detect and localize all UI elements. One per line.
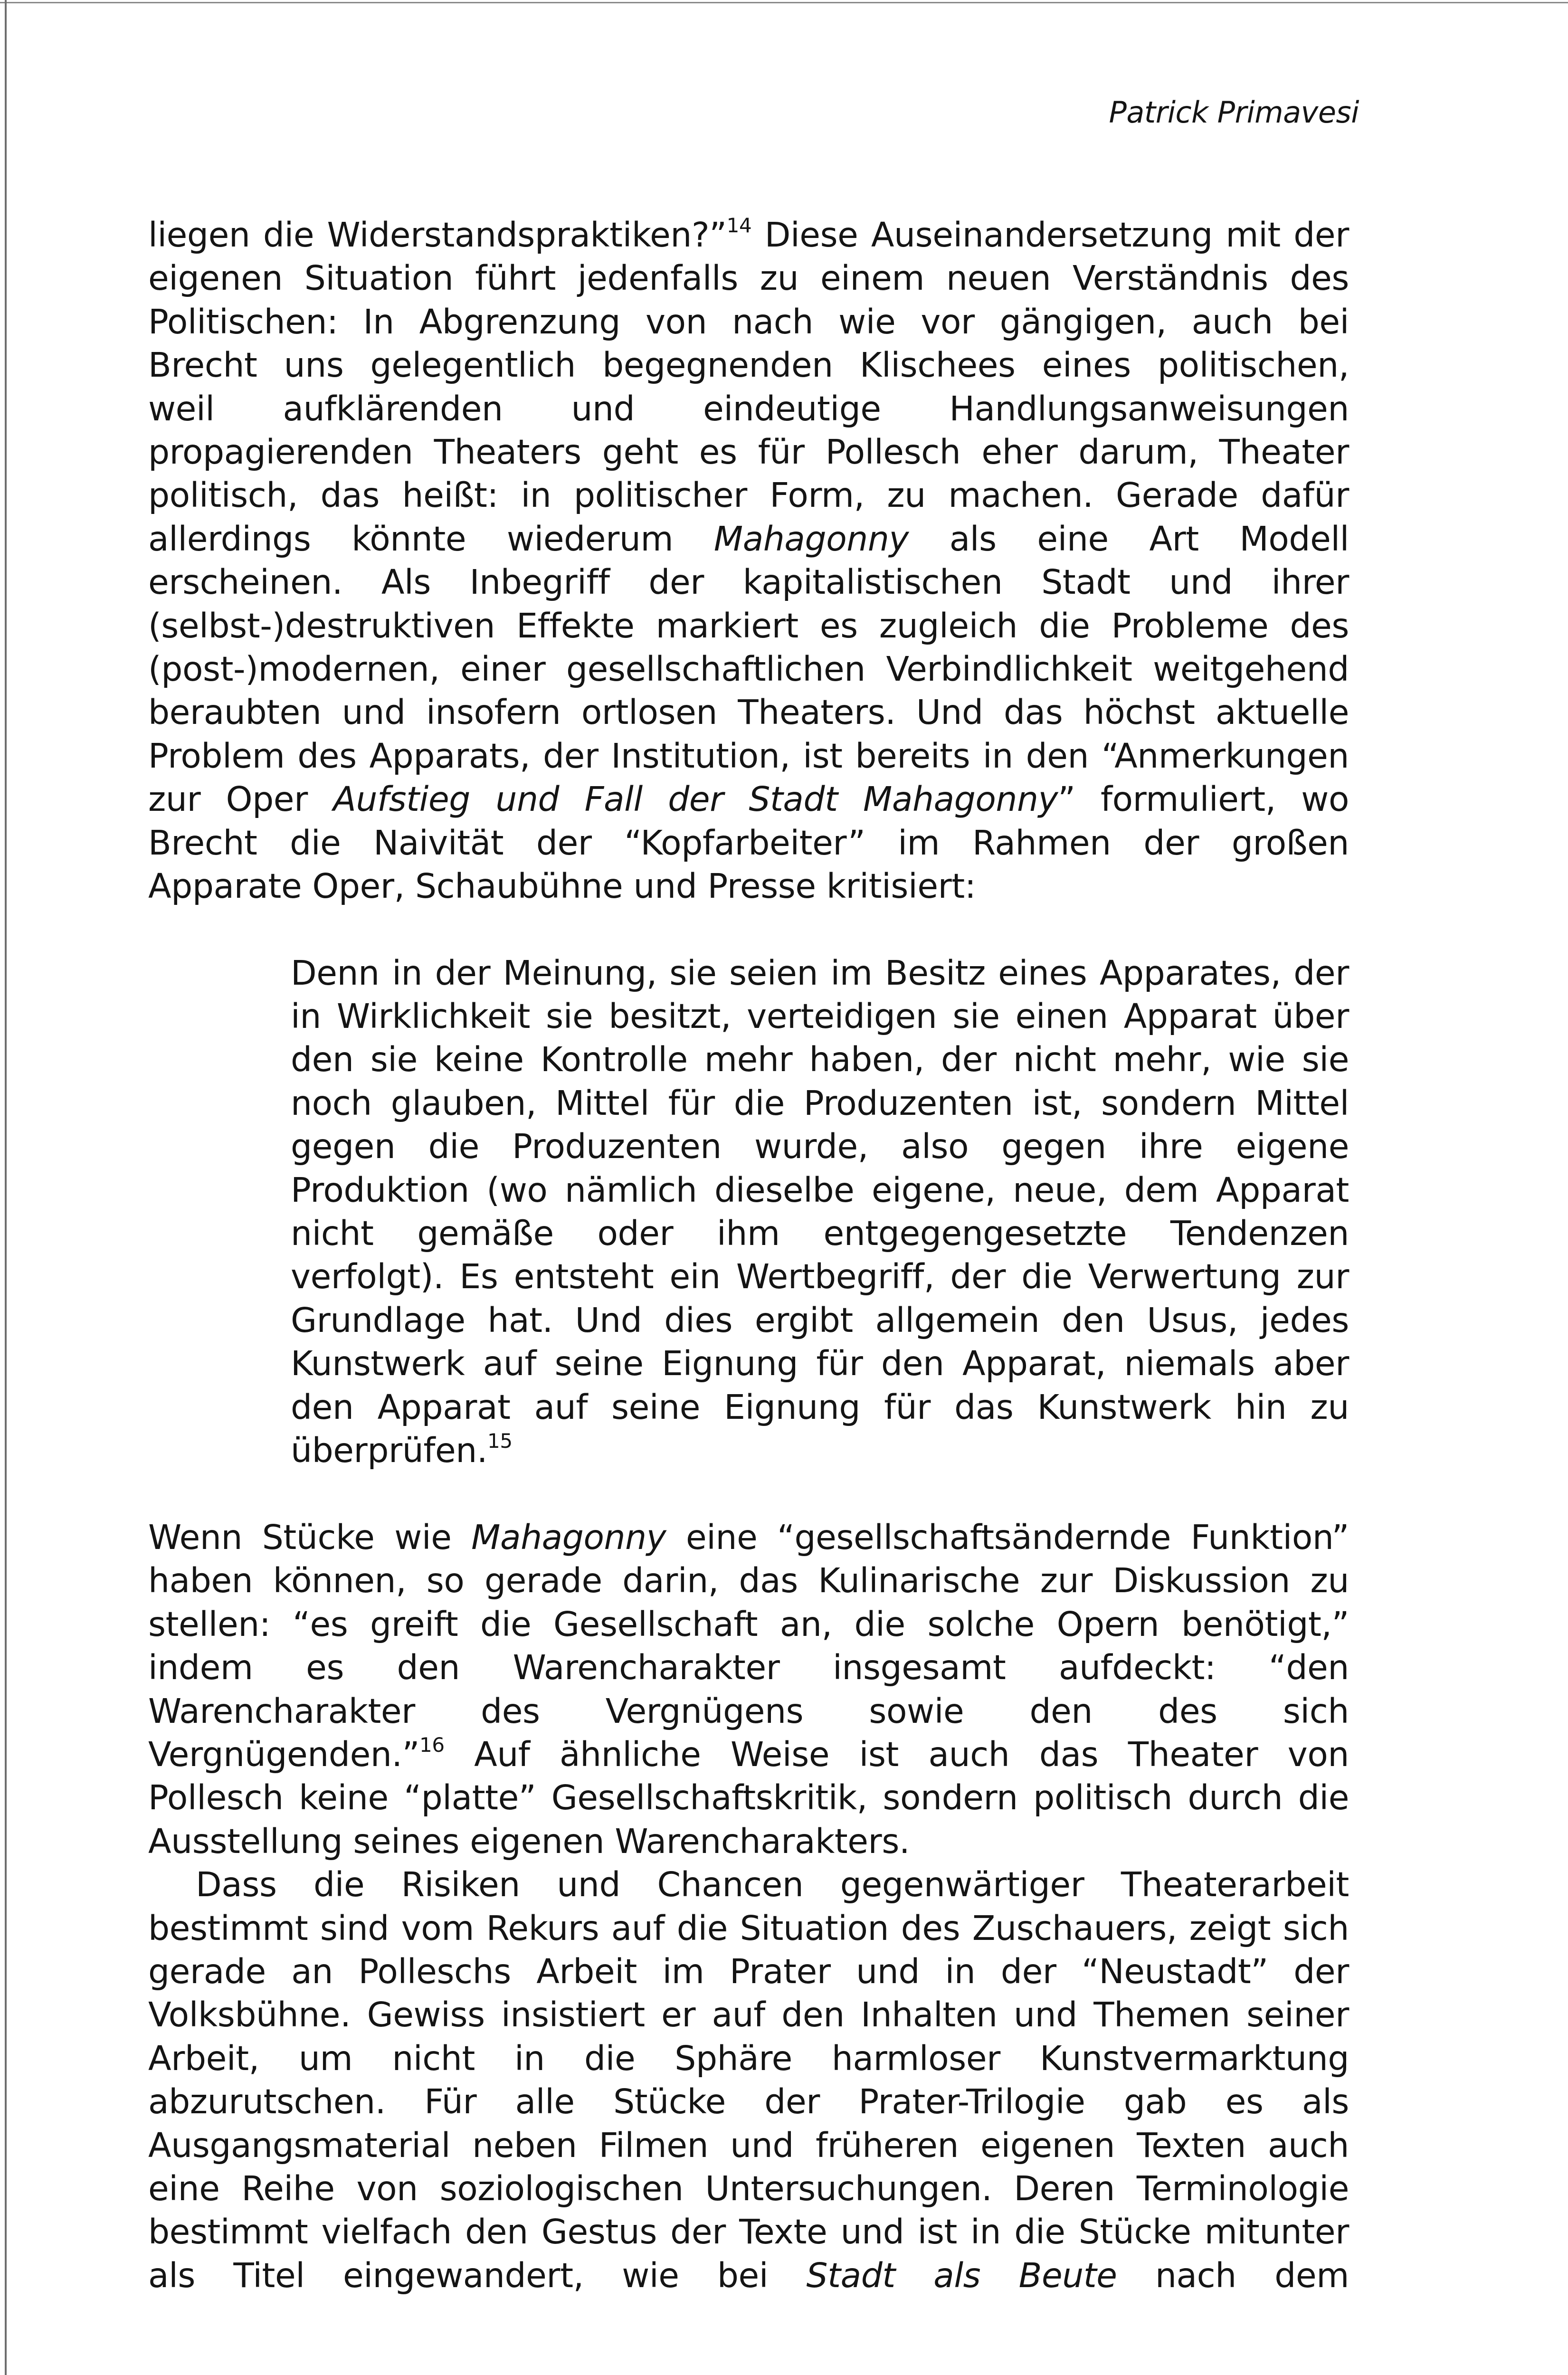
- text-line: Brecht uns gelegentlich begegnenden Klischees eines politischen,: [148, 345, 1349, 385]
- text-line: Ausgangsmaterial neben Filmen und früheren eigenen Texten auch: [148, 2126, 1349, 2165]
- text-line: indem es den Warencharakter insgesamt aufdeckt: “den: [148, 1648, 1349, 1687]
- italic-title: Stadt als Beute: [806, 2256, 1117, 2295]
- text-line: propagierenden Theaters geht es für Pollesch eher darum, Theater: [148, 432, 1349, 472]
- quote-line: in Wirklichkeit sie besitzt, verteidigen sie einen Apparat über: [291, 997, 1349, 1036]
- text-line: (post-)modernen, einer gesellschaftlichen Verbindlichkeit weitgehend: [148, 649, 1349, 689]
- text-line: haben können, so gerade darin, das Kulinarische zur Diskussion zu: [148, 1561, 1349, 1600]
- quote-line: gegen die Produzenten wurde, also gegen ihre eigene: [291, 1127, 1349, 1166]
- text-line: zur Oper Aufstieg und Fall der Stadt Mahagonny” formuliert, wo: [148, 779, 1349, 819]
- text-line: Problem des Apparats, der Institution, ist bereits in den “Anmerkungen: [148, 736, 1349, 776]
- text-line: weil aufklärenden und eindeutige Handlungsanweisungen: [148, 389, 1349, 428]
- text-line: beraubten und insofern ortlosen Theaters. Und das höchst aktuelle: [148, 693, 1349, 732]
- footnote-marker[interactable]: 16: [419, 1733, 445, 1757]
- text-line: Ausstellung seines eigenen Warencharakters.: [148, 1822, 910, 1861]
- quote-line: Kunstwerk auf seine Eignung für den Apparat, niemals aber: [291, 1344, 1349, 1383]
- italic-title: Aufstieg und Fall der Stadt Mahagonny: [333, 779, 1058, 819]
- text-line: liegen die Widerstandspraktiken?”$^{14}$ Diese Auseinandersetzung mit der: [148, 214, 1349, 255]
- text-line: bestimmt sind vom Rekurs auf die Situation des Zuschauers, zeigt sich: [148, 1909, 1349, 1948]
- quote-line: Produktion (wo nämlich dieselbe eigene, neue, dem Apparat: [291, 1170, 1349, 1210]
- text-line: Pollesch keine “platte” Gesellschaftskritik, sondern politisch durch die: [148, 1778, 1349, 1817]
- running-header-author: Patrick Primavesi: [1109, 95, 1359, 130]
- text-line: als Titel eingewandert, wie bei Stadt als Beute nach dem: [148, 2256, 1349, 2295]
- text-line: eine Reihe von soziologischen Untersuchungen. Deren Terminologie: [148, 2169, 1349, 2208]
- quote-line: noch glauben, Mittel für die Produzenten ist, sondern Mittel: [291, 1083, 1349, 1123]
- quote-line: Grundlage hat. Und dies ergibt allgemein den Usus, jedes: [291, 1301, 1349, 1340]
- quote-line: den sie keine Kontrolle mehr haben, der nicht mehr, wie sie: [291, 1040, 1349, 1079]
- text-line: Dass die Risiken und Chancen gegenwärtiger Theaterarbeit: [196, 1865, 1349, 1904]
- text-line: (selbst-)destruktiven Effekte markiert es zugleich die Probleme des: [148, 606, 1349, 646]
- text-line: gerade an Polleschs Arbeit im Prater und in der “Neustadt” der: [148, 1952, 1349, 1991]
- text-line: bestimmt vielfach den Gestus der Texte und ist in die Stücke mitunter: [148, 2212, 1349, 2252]
- footnote-marker[interactable]: 15: [487, 1429, 513, 1453]
- text-line: erscheinen. Als Inbegriff der kapitalistischen Stadt und ihrer: [148, 562, 1349, 602]
- scan-edge-top: [0, 2, 1568, 3]
- footnote-marker[interactable]: 14: [726, 214, 752, 237]
- quote-line: verfolgt). Es entsteht ein Wertbegriff, der die Verwertung zur: [291, 1257, 1349, 1296]
- text-line: Warencharakter des Vergnügens sowie den des sich: [148, 1691, 1349, 1731]
- text-line: allerdings könnte wiederum Mahagonny als eine Art Modell: [148, 519, 1349, 559]
- italic-title: Mahagonny: [471, 1518, 666, 1557]
- text-line: politisch, das heißt: in politischer Form, zu machen. Gerade dafür: [148, 475, 1349, 515]
- text-line: abzurutschen. Für alle Stücke der Prater-Trilogie gab es als: [148, 2082, 1349, 2121]
- italic-title: Mahagonny: [713, 519, 909, 559]
- text-line: Volksbühne. Gewiss insistiert er auf den Inhalten und Themen seiner: [148, 1995, 1349, 2034]
- text-line: Wenn Stücke wie Mahagonny eine “gesellschaftsändernde Funktion”: [148, 1518, 1349, 1557]
- text-line: Apparate Oper, Schaubühne und Presse kritisiert:: [148, 866, 976, 906]
- text-line: eigenen Situation führt jedenfalls zu einem neuen Verständnis des: [148, 258, 1349, 298]
- text-line: stellen: “es greift die Gesellschaft an, die solche Opern benötigt,”: [148, 1605, 1349, 1644]
- quote-line: überprüfen.$^{15}$: [291, 1429, 513, 1470]
- quote-line: den Apparat auf seine Eignung für das Kunstwerk hin zu: [291, 1387, 1349, 1427]
- quote-line: nicht gemäße oder ihm entgegengesetzte Tendenzen: [291, 1214, 1349, 1253]
- scan-edge-left: [5, 0, 7, 2375]
- text-line: Politischen: In Abgrenzung von nach wie vor gängigen, auch bei: [148, 302, 1349, 342]
- quote-line: Denn in der Meinung, sie seien im Besitz eines Apparates, der: [291, 953, 1349, 993]
- text-line: Arbeit, um nicht in die Sphäre harmloser Kunstvermarktung: [148, 2039, 1349, 2078]
- text-line: Vergnügenden.”$^{16}$ Auf ähnliche Weise ist auch das Theater von: [148, 1733, 1349, 1774]
- text-line: Brecht die Naivität der “Kopfarbeiter” im Rahmen der großen: [148, 823, 1349, 863]
